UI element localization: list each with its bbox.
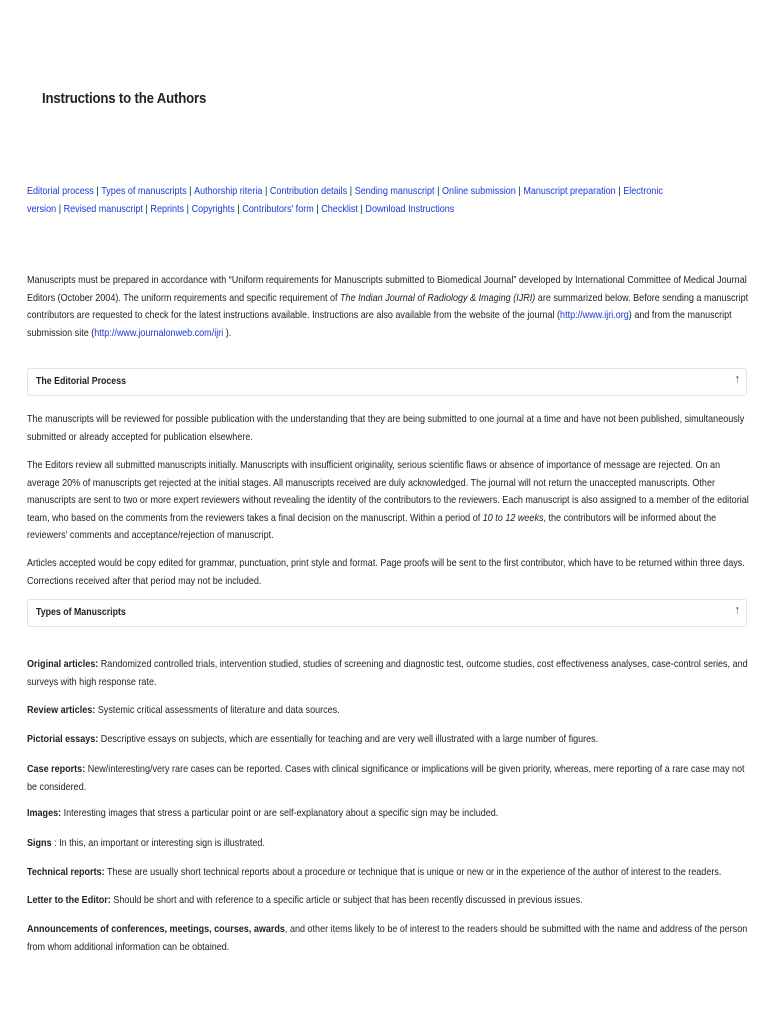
section-header-types-of-manuscripts[interactable] bbox=[27, 599, 747, 627]
type-item-case-reports: Case reports: New/interesting/very rare cases can be reported. Cases with clinical significance or implications will be given priority, whereas, mere reporting of a rare case may not be considered. bbox=[27, 763, 745, 793]
editorial-paragraph-1: The manuscripts will be reviewed for possible publication with the understanding that they are being submitted to one journal at a time and have not been published, simultaneously submitted or already accepted for publication elsewhere. bbox=[27, 413, 745, 443]
nav-link-electronic-version[interactable]: Electronic version bbox=[27, 185, 663, 215]
type-item-images: Images: Interesting images that stress a particular point or are self-explanatory about a specific sign may be included. bbox=[27, 807, 499, 819]
nav-link-editorial-process[interactable]: Editorial process bbox=[27, 185, 94, 197]
type-item-pictorial-essays: Pictorial essays: Descriptive essays on subjects, which are essentially for teaching and are very well illustrated with a large number of figures. bbox=[27, 733, 599, 745]
journal-name: The Indian Journal of Radiology & Imaging (IJRI) bbox=[340, 291, 536, 304]
nav-link-checklist[interactable]: Checklist bbox=[321, 203, 358, 215]
type-item-technical-reports: Technical reports: These are usually short technical reports about a procedure or technique that is unique or new or in the experience of the author of interest to the readers. bbox=[27, 866, 722, 878]
journal-website-link[interactable]: http://www.ijri.org bbox=[560, 309, 629, 321]
nav-link-revised-manuscript[interactable]: Revised manuscript bbox=[63, 203, 143, 215]
section-nav: Editorial process | Types of manuscripts | Authorship riteria | Contribution details | Sending manuscript | Online submission | Manuscript preparation | Electronic version | Revised manuscript | Reprints | Copyrights | Contributors' form | Checklist | Download Instructions bbox=[27, 185, 663, 215]
type-item-announcements: Announcements of conferences, meetings, courses, awards, and other items likely to be of interest to the readers should be submitted with the name and address of the person from whom additional information can be obtained. bbox=[27, 923, 748, 953]
page-title: Instructions to the Authors bbox=[42, 90, 207, 107]
type-item-original-articles: Original articles: Randomized controlled trials, intervention studied, studies of screening and diagnostic test, outcome studies, cost effectiveness analyses, case-control series, and surveys with high response rate. bbox=[27, 658, 748, 688]
submission-site-link[interactable]: http://www.journalonweb.com/ijri bbox=[94, 326, 224, 339]
nav-link-authorship-criteria[interactable]: Authorship riteria bbox=[194, 185, 263, 197]
section-title: Types of Manuscripts bbox=[36, 607, 126, 618]
arrow-up-icon[interactable]: ↑ bbox=[734, 604, 740, 616]
nav-link-types-of-manuscripts[interactable]: Types of manuscripts bbox=[101, 185, 187, 197]
intro-paragraph: Manuscripts must be prepared in accordance with “Uniform requirements for Manuscripts submitted to Biomedical Journal” developed by International Committee of Medical Journal Editors (October 2004). The uniform requirements and specific requirement of The Indian Journal of Radiology & Imaging (IJRI) are summarized below. Before sending a manuscript contributors are requested to check for the latest instructions available. Instructions are also available from the website of the journal (http://www.ijri.org) and from the manuscript submission site (http://www.journalonweb.com/ijri ). bbox=[27, 274, 749, 339]
editorial-paragraph-3: Articles accepted would be copy edited for grammar, punctuation, print style and format. Page proofs will be sent to the first contributor, which have to be returned within three days. Corrections received after that period may not be included. bbox=[27, 557, 745, 587]
nav-link-copyrights[interactable]: Copyrights bbox=[191, 203, 235, 215]
nav-link-download-instructions[interactable]: Download Instructions bbox=[365, 203, 455, 215]
nav-link-reprints[interactable]: Reprints bbox=[150, 203, 185, 215]
editorial-paragraph-2: The Editors review all submitted manuscripts initially. Manuscripts with insufficient originality, serious scientific flaws or absence of importance of message are rejected. On an average 20% of manuscripts get rejected at the initial stages. All manuscripts received are duly acknowledged. The journal will not return the unaccepted manuscripts. Other manuscripts are sent to two or more expert reviewers without revealing the identity of the contributors to the reviewers. Each manuscript is also assigned to a member of the editorial team, who based on the comments from the reviewers takes a final decision on the manuscript. Within a period of 10 to 12 weeks, the contributors will be informed about the reviewers' comments and acceptance/rejection of manuscript. bbox=[27, 459, 749, 541]
section-header-editorial-process[interactable] bbox=[27, 368, 747, 396]
type-item-letter-to-editor: Letter to the Editor: Should be short and with reference to a specific article or subject that has been recently discussed in previous issues. bbox=[27, 894, 583, 906]
nav-link-online-submission[interactable]: Online submission bbox=[442, 185, 516, 197]
nav-link-contribution-details[interactable]: Contribution details bbox=[269, 185, 348, 197]
nav-link-manuscript-preparation[interactable]: Manuscript preparation bbox=[523, 185, 616, 197]
section-title: The Editorial Process bbox=[36, 376, 126, 387]
type-item-review-articles: Review articles: Systemic critical assessments of literature and data sources. bbox=[27, 704, 340, 716]
nav-link-sending-manuscript[interactable]: Sending manuscript bbox=[354, 185, 435, 197]
type-item-signs: Signs : In this, an important or interesting sign is illustrated. bbox=[27, 837, 265, 849]
arrow-up-icon[interactable]: ↑ bbox=[734, 373, 740, 385]
review-period: 10 to 12 weeks bbox=[482, 511, 544, 524]
nav-link-contributors-form[interactable]: Contributors' form bbox=[242, 203, 314, 215]
